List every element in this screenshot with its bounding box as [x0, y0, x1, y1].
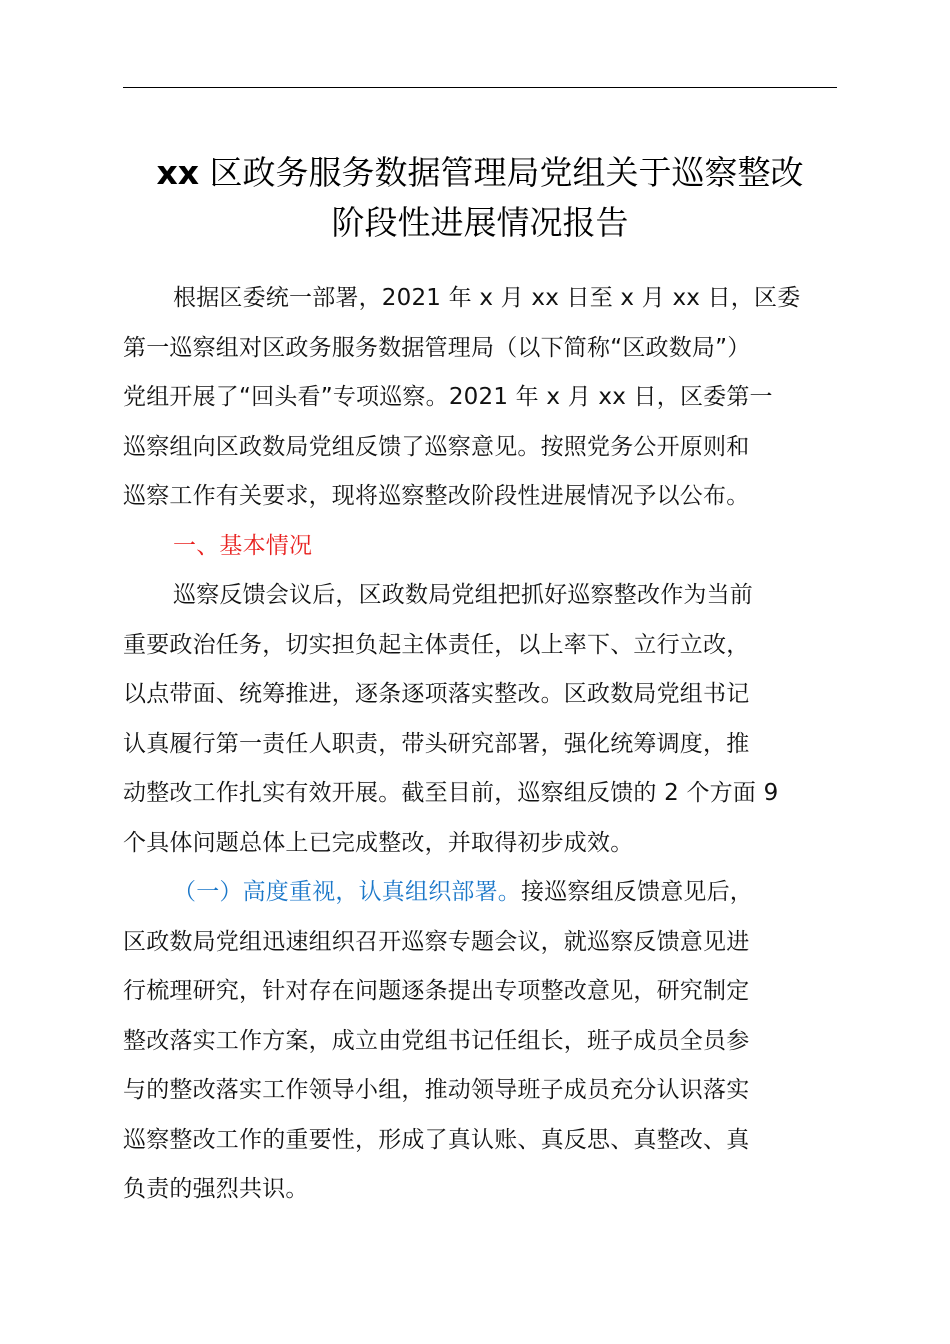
text-line: 巡察整改工作的重要性，形成了真认账、真反思、真整改、真 [123, 1126, 750, 1153]
text-line: 巡察反馈会议后，区政数局党组把抓好巡察整改作为当前 [173, 582, 753, 608]
paragraph-subsection-1 [123, 868, 839, 1215]
text-line: 巡察工作有关要求，现将巡察整改阶段性进展情况予以公布。 [123, 483, 750, 509]
title-line-2: 阶段性进展情况报告 [331, 203, 629, 242]
text-line: 与的整改落实工作领导小组，推动领导班子成员充分认识落实 [123, 1077, 750, 1103]
subsection-first-line-text: 接巡察组反馈意见后， [521, 879, 753, 905]
text-line: 重要政治任务，切实担负起主体责任，以上率下、立行立改， [123, 631, 750, 658]
text-line: 根据区委统一部署，2021 年 x 月 xx 日至 x 月 xx 日，区委 [173, 285, 801, 311]
text-line: 党组开展了“回头看”专项巡察。2021 年 x 月 xx 日，区委第一 [123, 384, 773, 410]
text-line [123, 868, 839, 918]
section-heading-text: 一、基本情况 [173, 532, 313, 559]
paragraph-basic-situation [123, 571, 839, 868]
text-line: 巡察组向区政数局党组反馈了巡察意见。按照党务公开原则和 [123, 433, 750, 460]
text-line: 认真履行第一责任人职责，带头研究部署，强化统筹调度，推 [123, 730, 750, 757]
text-line: 动整改工作扎实有效开展。截至目前，巡察组反馈的 2 个方面 9 [123, 780, 779, 806]
subsection-heading-text: （一）高度重视，认真组织部署。 [173, 879, 521, 905]
text-line: 负责的强烈共识。 [123, 1176, 309, 1202]
text-line: 整改落实工作方案，成立由党组书记任组长，班子成员全员参 [123, 1027, 750, 1054]
text-line: 以点带面、统筹推进，逐条逐项落实整改。区政数局党组书记 [123, 681, 750, 707]
paragraph-intro [123, 274, 839, 522]
section-heading-basic-situation [123, 522, 839, 572]
document-title [110, 148, 850, 248]
title-prefix: xx [156, 153, 200, 192]
text-line: 行梳理研究，针对存在问题逐条提出专项整改意见，研究制定 [123, 978, 750, 1004]
header-rule [123, 87, 837, 88]
document-body [123, 274, 839, 1215]
text-line: 区政数局党组迅速组织召开巡察专题会议，就巡察反馈意见进 [123, 928, 750, 955]
title-line-1-text: 区政务服务数据管理局党组关于巡察整改 [209, 153, 804, 192]
text-line: 第一巡察组对区政务服务数据管理局（以下简称“区政数局”） [123, 334, 751, 361]
title-line-1 [110, 148, 850, 198]
text-line: 个具体问题总体上已完成整改，并取得初步成效。 [123, 829, 634, 856]
